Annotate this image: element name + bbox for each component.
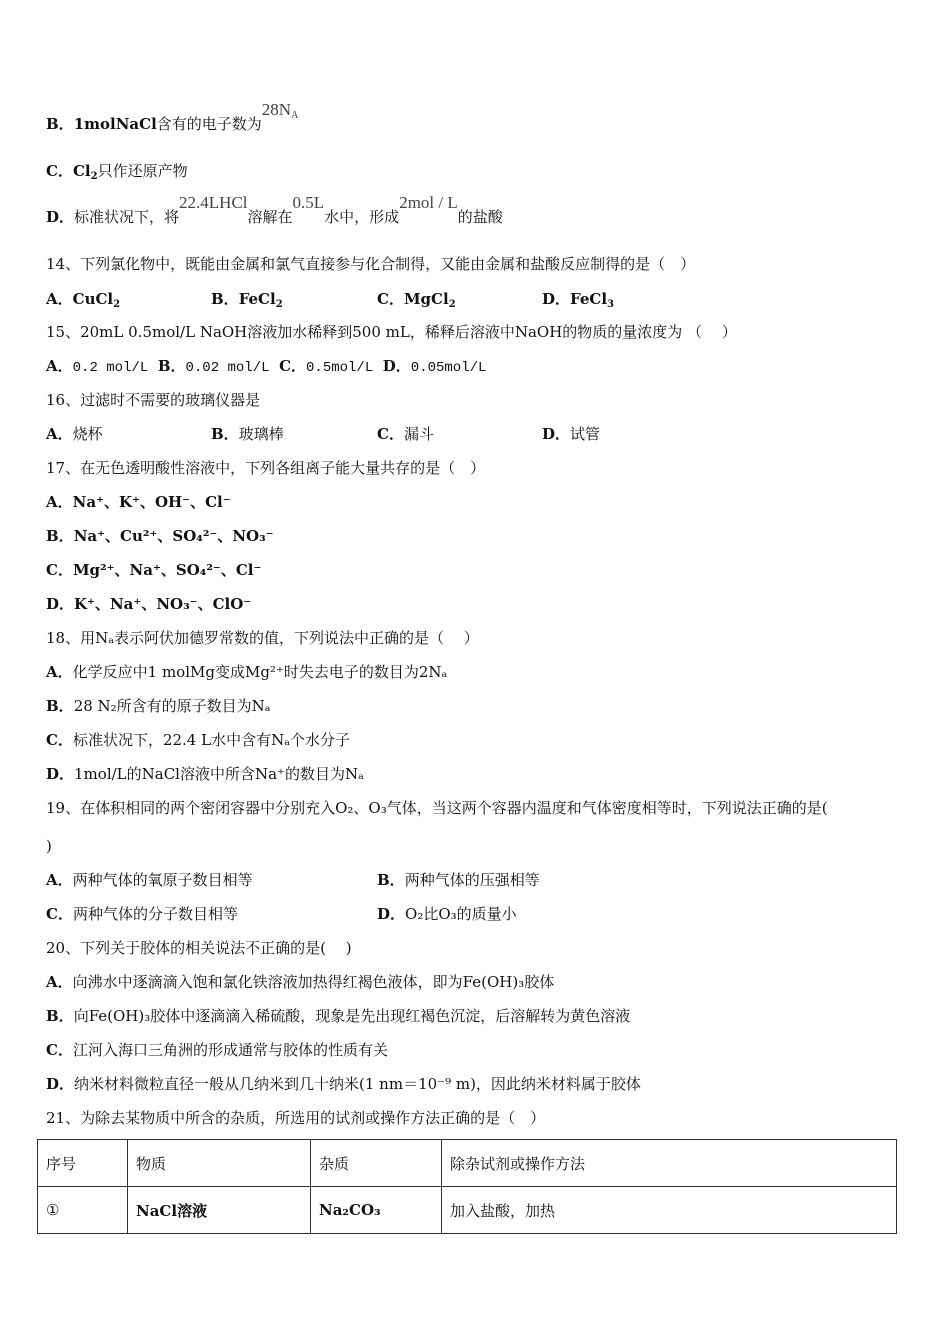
q15-options: A．0.2 mol/L B．0.02 mol/L C．0.5mol/L D．0.05mol/L [46, 357, 487, 376]
q16-option-a: A．烧杯 [46, 425, 103, 443]
q17-option-a: A．Na⁺、K⁺、OH⁻、Cl⁻ [46, 493, 231, 511]
q15-stem: 15、20mL 0.5mol/L NaOH溶液加水稀释到500 mL，稀释后溶液中NaOH的物质的量浓度为 （ ） [46, 323, 737, 341]
q18-option-c: C．标准状况下，22.4 L水中含有Nₐ个水分子 [46, 731, 350, 749]
q20-option-a: A．向沸水中逐滴滴入饱和氯化铁溶液加热得红褐色液体，即为Fe(OH)₃胶体 [46, 973, 555, 991]
q15-option-b: 0.02 mol/L [185, 360, 270, 376]
q21-stem: 21、为除去某物质中所含的杂质，所选用的试剂或操作方法正确的是（ ） [46, 1109, 546, 1127]
table-cell: 加入盐酸，加热 [442, 1187, 897, 1234]
q15-option-c: 0.5mol/L [306, 360, 374, 376]
formula: $28N_A$ [261, 100, 299, 121]
q17-option-d: D．K⁺、Na⁺、NO₃⁻、ClO⁻ [46, 595, 252, 613]
table-row [38, 1187, 897, 1234]
option-label: D． [46, 208, 75, 226]
q18-option-a: A．化学反应中1 molMg变成Mg²⁺时失去电子的数目为2Nₐ [46, 663, 448, 681]
formula: 22.4LHCl [179, 193, 248, 212]
table-header-cell: 杂质 [311, 1140, 442, 1187]
q19-stem-end: ) [46, 837, 52, 855]
table-cell: NaCl溶液 [128, 1187, 311, 1234]
q14-option-b: B．FeCl$_2$ [211, 290, 283, 310]
q13-option-d: D．标准状况下，将22.4LHCl溶解在0.5L水中，形成2mol / L的盐酸 [46, 193, 503, 226]
q16-stem: 16、过滤时不需要的玻璃仪器是 [46, 391, 261, 409]
q18-stem: 18、用Nₐ表示阿伏加德罗常数的值，下列说法中正确的是（ ） [46, 629, 479, 647]
q19-option-a: A．两种气体的氧原子数目相等 [46, 871, 253, 889]
option-text: 只作还原产物 [97, 162, 188, 180]
option-formula: $Cl_2$ [72, 162, 98, 182]
q20-option-d: D．纳米材料微粒直径一般从几纳米到几十纳米(1 nm＝10⁻⁹ m)，因此纳米材料属于胶体 [46, 1075, 641, 1093]
table-header-cell: 物质 [128, 1140, 311, 1187]
q20-option-c: C．江河入海口三角洲的形成通常与胶体的性质有关 [46, 1041, 388, 1059]
q16-option-b: B．玻璃棒 [211, 425, 284, 443]
q13-option-c [46, 161, 188, 187]
q15-option-a: 0.2 mol/L [72, 360, 149, 376]
q21-table [37, 1139, 897, 1234]
q19-stem: 19、在体积相同的两个密闭容器中分别充入O₂、O₃气体，当这两个容器内温度和气体密度相等时，下列说法正确的是( [46, 799, 828, 817]
table-cell: Na₂CO₃ [311, 1187, 442, 1234]
q13-option-b [46, 100, 299, 140]
table-header-row [38, 1140, 897, 1187]
q18-option-d: D．1mol/L的NaCl溶液中所含Na⁺的数目为Nₐ [46, 765, 364, 783]
q16-option-c: C．漏斗 [377, 425, 434, 443]
formula: 0.5L [292, 193, 325, 212]
q17-stem: 17、在无色透明酸性溶液中，下列各组离子能大量共存的是（ ） [46, 459, 486, 477]
option-formula-prefix: 1molNaCl [73, 115, 157, 133]
q14-stem: 14、下列氯化物中，既能由金属和氯气直接参与化合制得，又能由金属和盐酸反应制得的是（ ） [46, 255, 696, 273]
q19-option-c: C．两种气体的分子数目相等 [46, 905, 238, 923]
q14-option-a: A．CuCl$_2$ [46, 290, 121, 310]
q20-stem: 20、下列关于胶体的相关说法不正确的是( ) [46, 939, 352, 957]
q17-option-c: C．Mg²⁺、Na⁺、SO₄²⁻、Cl⁻ [46, 561, 262, 579]
q19-option-d: D．O₂比O₃的质量小 [377, 905, 517, 923]
table-cell: ① [38, 1187, 128, 1234]
q15-option-d: 0.05mol/L [410, 360, 487, 376]
q20-option-b: B．向Fe(OH)₃胶体中逐滴滴入稀硫酸，现象是先出现红褐色沉淀，后溶解转为黄色溶液 [46, 1007, 631, 1025]
q14-option-d: D．FeCl$_3$ [542, 290, 614, 310]
q18-option-b: B．28 N₂所含有的原子数目为Nₐ [46, 697, 271, 715]
q19-option-b: B．两种气体的压强相等 [377, 871, 540, 889]
formula: 2mol / L [399, 193, 458, 212]
option-label: B． [46, 115, 74, 133]
table-header-cell: 序号 [38, 1140, 128, 1187]
q17-option-b: B．Na⁺、Cu²⁺、SO₄²⁻、NO₃⁻ [46, 527, 274, 545]
table-header-cell: 除杂试剂或操作方法 [442, 1140, 897, 1187]
q14-option-c: C．MgCl$_2$ [377, 290, 456, 310]
q16-option-d: D．试管 [542, 425, 601, 443]
option-label: C． [46, 162, 73, 180]
option-text: 含有的电子数为 [156, 115, 262, 133]
